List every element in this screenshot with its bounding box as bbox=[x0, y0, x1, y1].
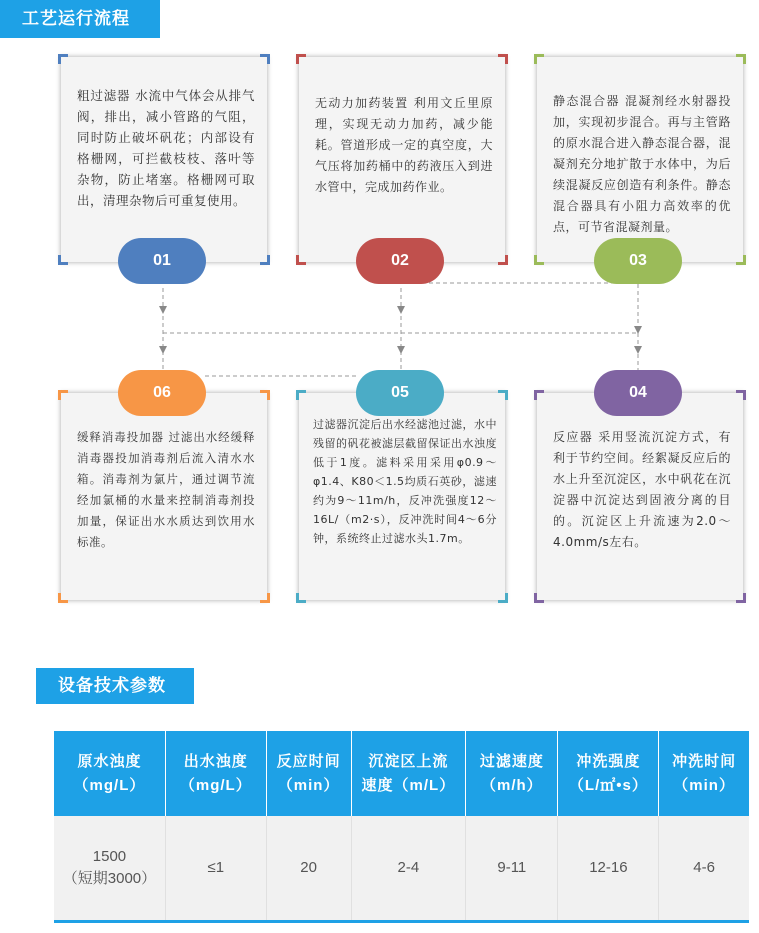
value-filter-speed: 9-11 bbox=[466, 816, 558, 920]
process-section-title: 工艺运行流程 bbox=[0, 0, 160, 38]
step-badge-02: 02 bbox=[356, 238, 444, 284]
arrow-01 bbox=[159, 306, 167, 314]
params-section-title: 设备技术参数 bbox=[36, 668, 194, 704]
header-reaction-time: 反应时间 （min） bbox=[266, 731, 351, 816]
step-text-03: 静态混合器 混凝剂经水射器投加，实现初步混合。再与主管路的原水混合进入静态混合器，混凝剂充分地扩散于水体中，为后续混凝反应创造有利条件。静态混合器具有小阻力高效率的优点，可节省混凝剂量。 bbox=[553, 94, 731, 234]
step-text-04: 反应器 采用竖流沉淀方式，有利于节约空间。经絮凝反应后的水上升至沉淀区，水中矾花在沉淀器中沉淀达到固液分离的目的。沉淀区上升流速为2.0～4.0mm/s左右。 bbox=[553, 430, 731, 549]
params-header-row bbox=[54, 731, 749, 816]
step-card-04 bbox=[537, 393, 743, 600]
step-badge-04: 04 bbox=[594, 370, 682, 416]
header-out-turbidity: 出水浊度 （mg/L） bbox=[165, 731, 266, 816]
header-wash-intensity: 冲洗强度 （L/㎡•s） bbox=[558, 731, 659, 816]
step-badge-06: 06 bbox=[118, 370, 206, 416]
arrow-05 bbox=[397, 346, 405, 354]
step-card-05 bbox=[299, 393, 505, 600]
connector-03-04 bbox=[401, 283, 638, 370]
value-raw-turbidity: 1500 （短期3000） bbox=[54, 816, 165, 920]
params-table bbox=[54, 731, 749, 920]
header-wash-time: 冲洗时间 （min） bbox=[659, 731, 749, 816]
step-card-03 bbox=[537, 57, 743, 262]
table-bottom-border bbox=[54, 920, 749, 923]
step-badge-03: 03 bbox=[594, 238, 682, 284]
header-filter-speed: 过滤速度 （m/h） bbox=[466, 731, 558, 816]
step-text-02: 无动力加药装置 利用文丘里原理，实现无动力加药，减少能耗。管道形成一定的真空度，大气压将加药桶中的药液压入到进水管中，完成加药作业。 bbox=[315, 96, 493, 194]
arrow-06 bbox=[159, 346, 167, 354]
step-text-01: 粗过滤器 水流中气体会从排气阀，排出，减小管路的气阻，同时防止破坏矾花；内部设有格栅网，可拦截枝枝、落叶等杂物，防止堵塞。格栅网可取出，清理杂物后可重复使用。 bbox=[77, 88, 255, 208]
step-badge-05: 05 bbox=[356, 370, 444, 416]
step-card-02 bbox=[299, 57, 505, 262]
step-text-05: 过滤器沉淀后出水经滤池过滤，水中残留的矾花被滤层截留保证出水浊度低于1度。滤料采用采用φ0.9～φ1.4、K80＜1.5均质石英砂，滤速约为9～11m/h，反冲洗强度12～16L/（m2·s），反冲洗时间4～6分钟，系统终止过滤水头1.7m。 bbox=[313, 418, 497, 545]
arrow-02 bbox=[397, 306, 405, 314]
header-upflow-speed: 沉淀区上流 速度（m/L） bbox=[351, 731, 466, 816]
value-wash-intensity: 12-16 bbox=[558, 816, 659, 920]
step-card-01 bbox=[61, 57, 267, 262]
header-raw-turbidity: 原水浊度 （mg/L） bbox=[54, 731, 165, 816]
value-upflow-speed: 2-4 bbox=[351, 816, 466, 920]
value-out-turbidity: ≤1 bbox=[165, 816, 266, 920]
arrow-04 bbox=[634, 346, 642, 354]
step-text-06: 缓释消毒投加器 过滤出水经缓释消毒器投加消毒剂后流入清水水箱。消毒剂为氯片，通过调节流经加氯桶的水量来控制消毒剂投加量，保证出水水质达到饮用水标准。 bbox=[77, 430, 255, 549]
params-value-row bbox=[54, 816, 749, 920]
step-badge-01: 01 bbox=[118, 238, 206, 284]
value-reaction-time: 20 bbox=[266, 816, 351, 920]
value-wash-time: 4-6 bbox=[659, 816, 749, 920]
step-card-06 bbox=[61, 393, 267, 600]
